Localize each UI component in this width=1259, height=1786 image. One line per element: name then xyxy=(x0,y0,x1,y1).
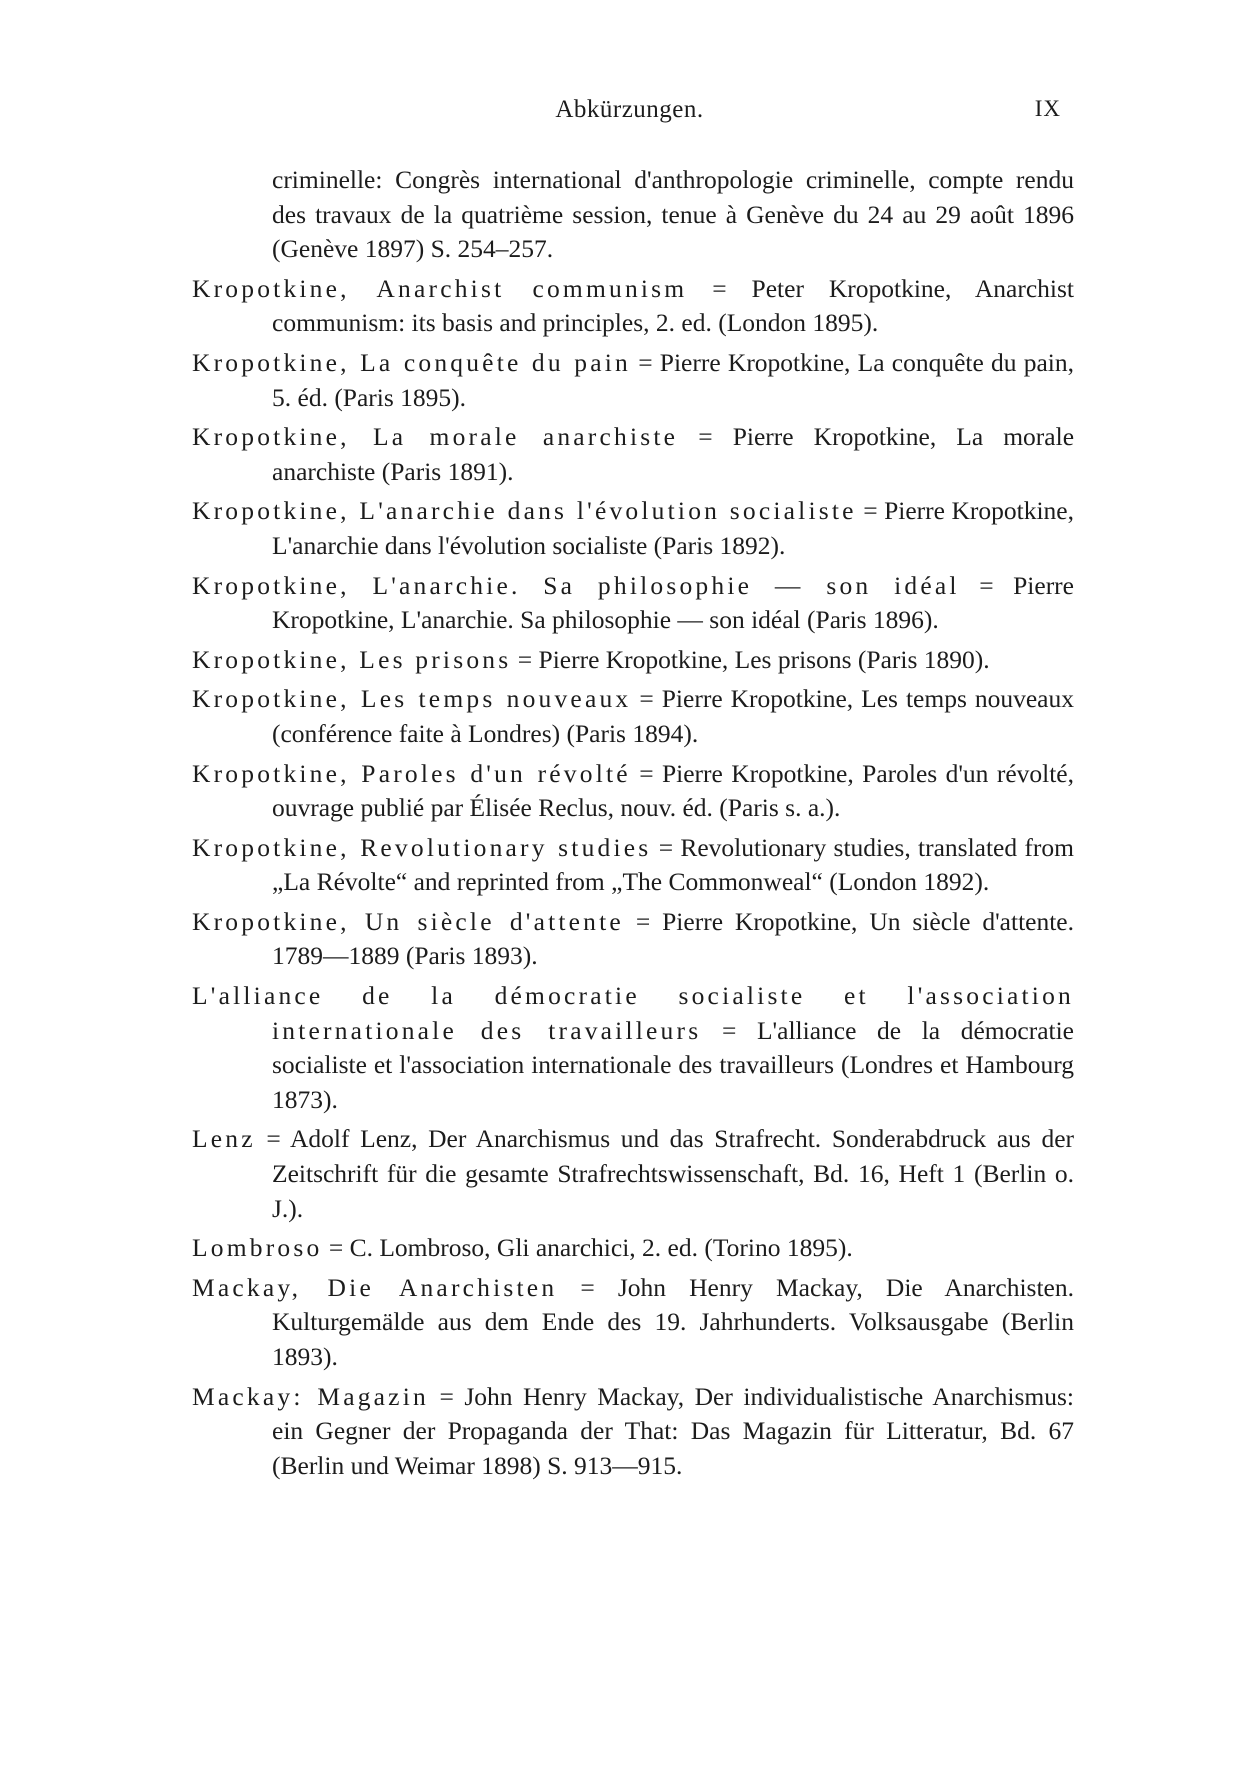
entry-key: Kropotkine, Un siècle d'attente xyxy=(192,906,624,936)
abbreviation-entry xyxy=(192,494,1074,563)
abbreviation-entry xyxy=(192,569,1074,638)
abbreviation-entry xyxy=(192,272,1074,341)
entry-key: Kropotkine, La morale anarchiste xyxy=(192,422,679,452)
abbreviation-entry xyxy=(192,163,1074,267)
entry-text: = Pierre Kropotkine, La conquête du pain, 5. éd. (Paris 1895). xyxy=(272,347,1075,412)
abbreviation-entry xyxy=(192,682,1074,751)
abbreviation-entry xyxy=(192,346,1074,415)
entry-key: Kropotkine, Les prisons xyxy=(192,644,512,674)
abbreviation-list xyxy=(192,163,1074,1488)
abbreviation-entry xyxy=(192,1271,1074,1375)
page-number: IX xyxy=(1034,96,1061,121)
entry-key: Kropotkine, L'anarchie dans l'évolution socialiste xyxy=(192,496,857,526)
abbreviation-entry xyxy=(192,643,1074,678)
entry-key: Kropotkine, Revolutionary studies xyxy=(192,832,652,862)
entry-text: = Pierre Kropotkine, Un siècle d'attente. 1789—1889 (Paris 1893). xyxy=(272,906,1075,971)
entry-key: Mackay: Magazin xyxy=(192,1381,429,1411)
entry-text: = Pierre Kropotkine, Paroles d'un révolté, ouvrage publié par Élisée Reclus, nouv. éd. (Paris s. a.). xyxy=(272,758,1074,823)
entry-text: = John Henry Mackay, Die Anarchisten. Kulturgemälde aus dem Ende des 19. Jahrhunderts. Volksausgabe (Berlin 1893). xyxy=(272,1272,1074,1371)
entry-key: Kropotkine, La conquête du pain xyxy=(192,347,631,377)
entry-text: = Adolf Lenz, Der Anarchismus und das Strafrecht. Sonderabdruck aus der Zeitschrift für die gesamte Strafrechtswissenschaft, Bd. 16, Heft 1 (Berlin o. J.). xyxy=(266,1124,1075,1223)
entry-text: = C. Lombroso, Gli anarchici, 2. ed. (Torino 1895). xyxy=(328,1233,853,1263)
entry-text: = Pierre Kropotkine, Les prisons (Paris 1890). xyxy=(517,644,990,674)
abbreviation-entry xyxy=(192,1231,1074,1266)
entry-text: = Revolutionary studies, translated from „La Révolte“ and reprinted from „The Commonweal“ (London 1892). xyxy=(272,832,1074,897)
entry-key: Kropotkine, Les temps nouveaux xyxy=(192,684,632,714)
abbreviation-entry xyxy=(192,905,1074,974)
entry-text: = Pierre Kropotkine, L'anarchie. Sa philosophie — son idéal (Paris 1896). xyxy=(272,570,1074,635)
running-title: Abkürzungen. xyxy=(555,96,704,123)
abbreviation-entry xyxy=(192,757,1074,826)
entry-key: Lenz xyxy=(192,1124,256,1154)
entry-text: = Peter Kropotkine, Anarchist communism: its basis and principles, 2. ed. (London 1895). xyxy=(272,273,1074,338)
entry-key: Kropotkine, Paroles d'un révolté xyxy=(192,758,631,788)
entry-key: Kropotkine, L'anarchie. Sa philosophie — son idéal xyxy=(192,570,960,600)
entry-text: = L'alliance de la démocratie socialiste et l'association internationale des travailleurs (Londres et Hambourg 1873). xyxy=(272,1015,1074,1114)
entry-key: Kropotkine, Anarchist communism xyxy=(192,273,688,303)
entry-key: L'alliance de la démocratie socialiste et l'association internationale des travailleurs xyxy=(192,981,1074,1045)
entry-key: Lombroso xyxy=(192,1233,323,1263)
entry-key: Mackay, Die Anarchisten xyxy=(192,1272,558,1302)
entry-text: = Pierre Kropotkine, Les temps nouveaux (conférence faite à Londres) (Paris 1894). xyxy=(272,684,1075,748)
abbreviation-entry xyxy=(192,420,1074,489)
entry-text: = Pierre Kropotkine, L'anarchie dans l'évolution socialiste (Paris 1892). xyxy=(272,496,1074,560)
abbreviation-entry xyxy=(192,831,1074,900)
running-head xyxy=(0,96,1259,130)
entry-text: criminelle: Congrès international d'anthropologie criminelle, compte rendu des travaux de la quatrième session, tenue à Genève du 24 au 29 août 1896 (Genève 1897) S. 254–257. xyxy=(272,165,1074,264)
entry-text: = John Henry Mackay, Der individualistische Anarchismus: ein Gegner der Propaganda der That: Das Magazin für Litteratur, Bd. 67 (Berlin und Weimar 1898) S. 913—915. xyxy=(272,1381,1074,1480)
abbreviation-entry xyxy=(192,1380,1074,1484)
entry-text: = Pierre Kropotkine, La morale anarchiste (Paris 1891). xyxy=(272,422,1075,486)
abbreviation-entry xyxy=(192,1122,1074,1226)
abbreviation-entry xyxy=(192,979,1074,1117)
